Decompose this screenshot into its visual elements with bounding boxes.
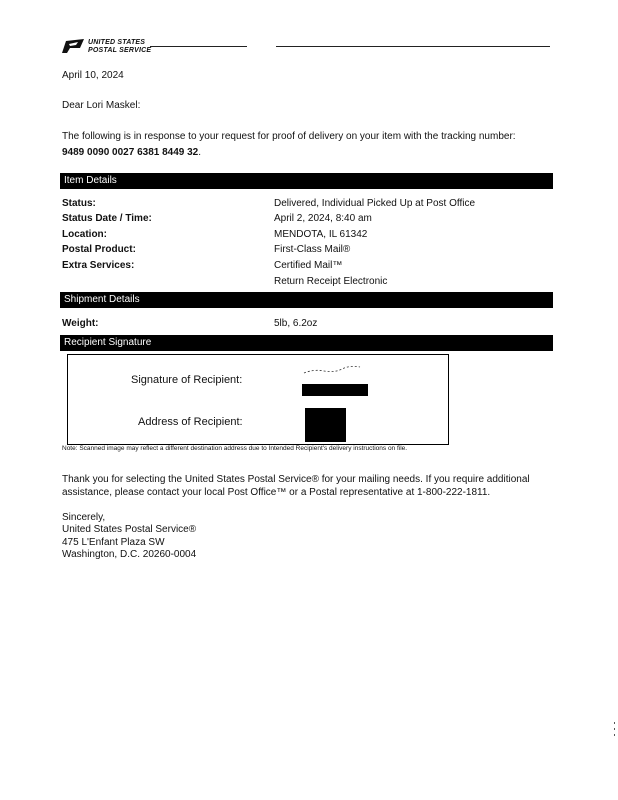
postal-product-value: First-Class Mail® bbox=[274, 244, 351, 255]
closing-address-2: Washington, D.C. 20260-0004 bbox=[62, 549, 197, 560]
status-value: Delivered, Individual Picked Up at Post Office bbox=[274, 198, 476, 209]
letter-date: April 10, 2024 bbox=[62, 70, 124, 81]
tracking-number-line bbox=[62, 147, 201, 159]
thanks-line-1: Thank you for selecting the United States Postal Service® for your mailing needs. If you require additional bbox=[62, 474, 530, 485]
sincerely: Sincerely, bbox=[62, 512, 106, 523]
shipment-details-header bbox=[60, 292, 553, 308]
header-rule-left bbox=[150, 46, 247, 47]
recipient-signature-header bbox=[60, 335, 553, 351]
address-label: Address of Recipient: bbox=[138, 416, 243, 428]
tracking-number: 9489 0090 0027 6381 8449 32 bbox=[62, 147, 199, 158]
extra-services-value: Certified Mail™ bbox=[274, 260, 343, 271]
status-date-label: Status Date / Time: bbox=[62, 213, 152, 224]
item-details-header bbox=[60, 173, 553, 189]
postal-product-label: Postal Product: bbox=[62, 244, 136, 255]
status-date-value: April 2, 2024, 8:40 am bbox=[274, 213, 372, 224]
closing-address-1: 475 L'Enfant Plaza SW bbox=[62, 537, 165, 548]
address-redaction bbox=[305, 408, 346, 442]
tracking-suffix: . bbox=[198, 147, 202, 158]
scan-artifact bbox=[614, 728, 615, 730]
extra-services-value-2: Return Receipt Electronic bbox=[274, 276, 388, 287]
logo-text: UNITED STATES POSTAL SERVICE bbox=[88, 39, 152, 54]
usps-logo bbox=[62, 39, 152, 55]
signature-redaction bbox=[302, 384, 368, 396]
signature-scribble bbox=[302, 365, 362, 375]
eagle-icon bbox=[62, 39, 84, 54]
signature-image-box bbox=[67, 354, 449, 445]
letter-intro: The following is in response to your request for proof of delivery on your item with the tracking number: bbox=[62, 131, 516, 142]
scan-artifact bbox=[614, 722, 615, 724]
status-label: Status: bbox=[62, 198, 96, 209]
shipment-details-title: Shipment Details bbox=[64, 294, 140, 305]
recipient-signature-title: Recipient Signature bbox=[64, 337, 152, 348]
location-value: MENDOTA, IL 61342 bbox=[274, 229, 368, 240]
thanks-line-2: assistance, please contact your local Post Office™ or a Postal representative at 1-800-222-1811. bbox=[62, 487, 491, 498]
item-details-title: Item Details bbox=[64, 175, 117, 186]
location-label: Location: bbox=[62, 229, 107, 240]
weight-label: Weight: bbox=[62, 318, 99, 329]
header-rule-right bbox=[276, 46, 550, 47]
signature-label: Signature of Recipient: bbox=[131, 374, 243, 386]
letter-greeting: Dear Lori Maskel: bbox=[62, 100, 141, 111]
closing-org: United States Postal Service® bbox=[62, 524, 197, 535]
scan-note: Note: Scanned image may reflect a different destination address due to Intended Recipient's delivery instructions on file. bbox=[62, 445, 408, 452]
extra-services-label: Extra Services: bbox=[62, 260, 135, 271]
scan-artifact bbox=[614, 734, 615, 736]
weight-value: 5lb, 6.2oz bbox=[274, 318, 318, 329]
